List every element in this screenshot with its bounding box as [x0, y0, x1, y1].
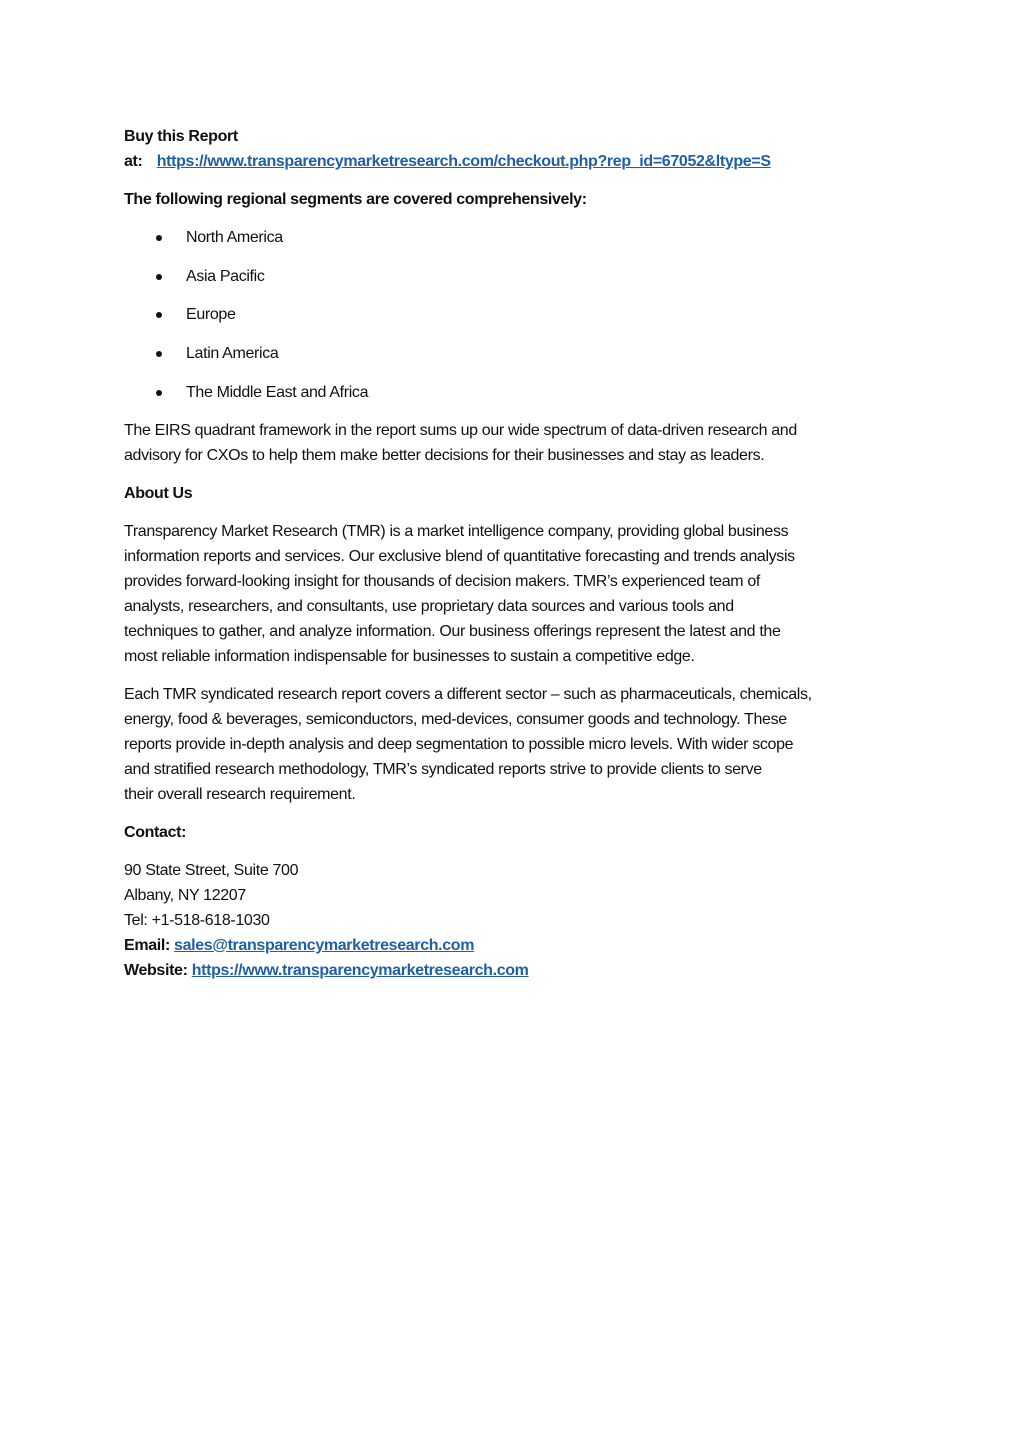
- document-page: [124, 124, 904, 983]
- list-item: North America: [124, 225, 904, 250]
- buy-report-title: Buy this Report: [124, 128, 238, 145]
- contact-block: [124, 858, 904, 983]
- eirs-paragraph: The EIRS quadrant framework in the report sums up our wide spectrum of data-driven research and advisory for CXOs to help them make better decisions for their businesses and stay as leaders.: [124, 421, 797, 464]
- telephone: Tel: +1-518-618-1030: [124, 911, 270, 929]
- website-label: Website:: [124, 961, 188, 979]
- email-link[interactable]: sales@transparencymarketresearch.com: [174, 936, 475, 954]
- regions-heading: The following regional segments are covered comprehensively:: [124, 191, 587, 208]
- address-line-1: 90 State Street, Suite 700: [124, 861, 299, 879]
- about-us-paragraph-1: Transparency Market Research (TMR) is a market intelligence company, providing global business information reports and services. Our exclusive blend of quantitative forecasting and trends analysis provides forward-looking insight for thousands of decision makers. TMR’s experienced team of analysts, researchers, and consultants, use proprietary data sources and various tools and techniques to gather, and analyze information. Our business offerings represent the latest and the most reliable information indispensable for businesses to sustain a competitive edge.: [124, 522, 795, 665]
- bullet-icon: [156, 390, 162, 396]
- contact-heading: Contact:: [124, 823, 187, 841]
- buy-report-link-line: [124, 149, 904, 174]
- bullet-icon: [156, 312, 162, 318]
- list-item: Europe: [124, 302, 904, 327]
- address-line-2: Albany, NY 12207: [124, 886, 246, 904]
- regions-list: [124, 225, 904, 405]
- bullet-icon: [156, 274, 162, 280]
- list-item: Latin America: [124, 341, 904, 366]
- website-link[interactable]: https://www.transparencymarketresearch.com: [191, 961, 529, 979]
- list-item: Asia Pacific: [124, 264, 904, 289]
- about-us-paragraph-2: Each TMR syndicated research report covers a different sector – such as pharmaceuticals, chemicals, energy, food & beverages, semiconductors, med-devices, consumer goods and technology. These reports provide in-depth analysis and deep segmentation to possible micro levels. With wider scope and stratified research methodology, TMR’s syndicated reports strive to provide clients to serve their overall research requirement.: [124, 685, 812, 803]
- about-us-heading: About Us: [124, 484, 193, 502]
- email-label: Email:: [124, 936, 170, 954]
- buy-report-at-label: at:: [124, 153, 143, 170]
- checkout-link[interactable]: https://www.transparencymarketresearch.com/checkout.php?rep_id=67052&ltype=S: [156, 153, 771, 170]
- bullet-icon: [156, 351, 162, 357]
- bullet-icon: [156, 235, 162, 241]
- list-item: The Middle East and Africa: [124, 380, 904, 405]
- email-line: [124, 933, 904, 958]
- website-line: [124, 958, 904, 983]
